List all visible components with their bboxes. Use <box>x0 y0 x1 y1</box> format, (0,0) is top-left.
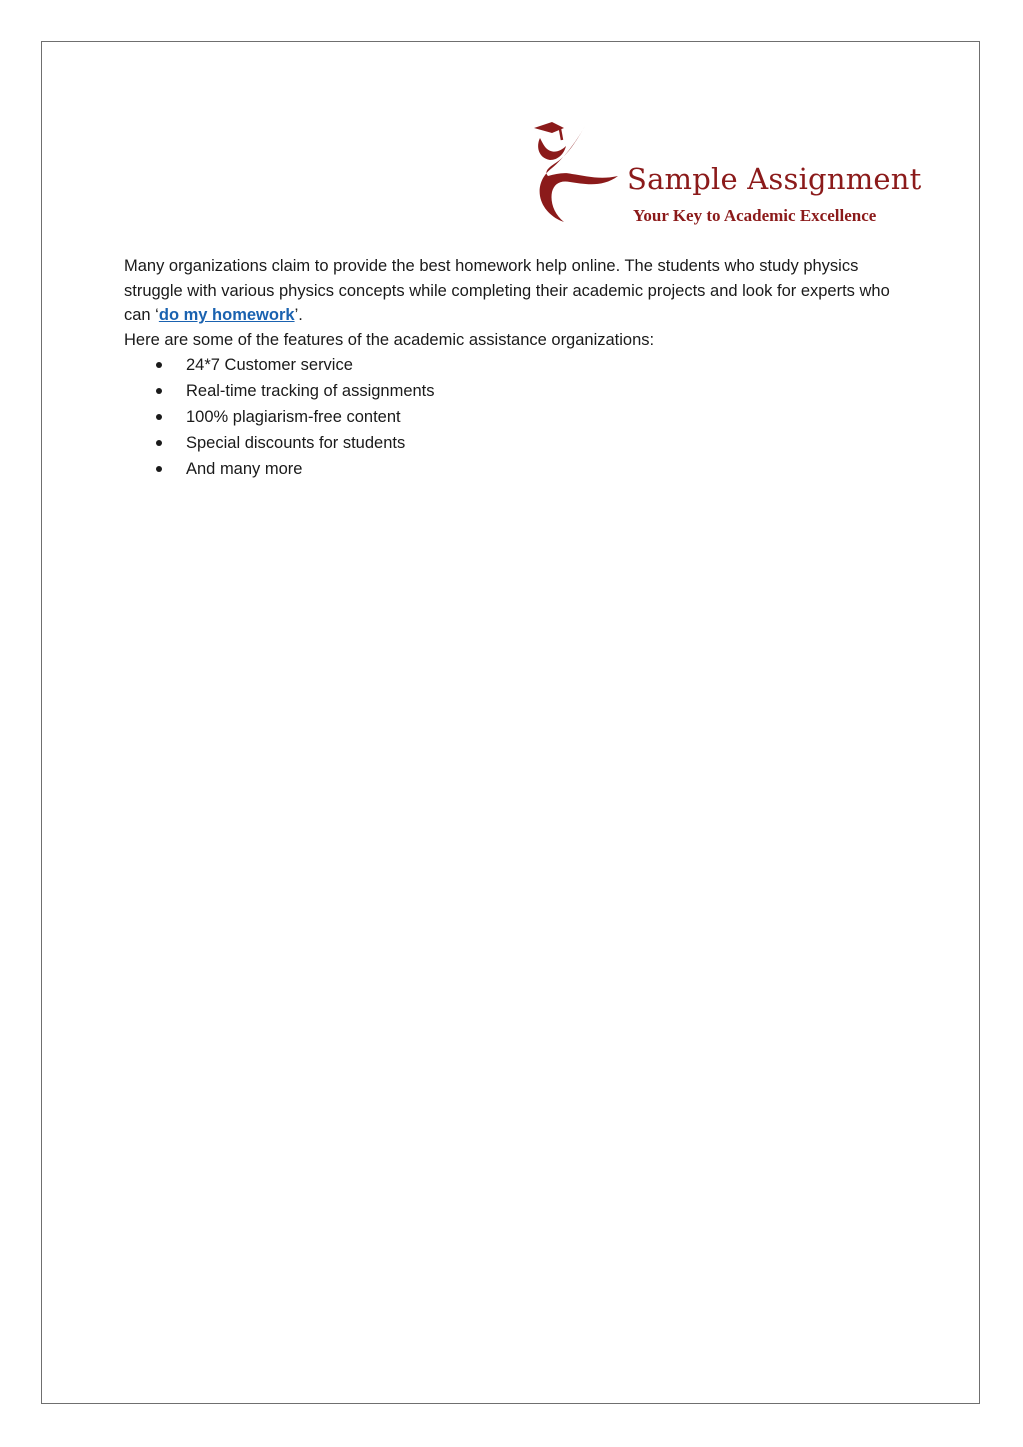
document-body <box>124 254 904 482</box>
logo-tagline: Your Key to Academic Excellence <box>633 206 877 225</box>
list-item <box>124 352 904 378</box>
do-my-homework-link[interactable]: do my homework <box>158 306 295 324</box>
feature-text: Special discounts for students <box>186 434 406 452</box>
feature-text: 100% plagiarism-free content <box>186 408 401 426</box>
bullet-icon <box>156 388 162 394</box>
bullet-icon <box>156 466 162 472</box>
page-border <box>41 41 980 1404</box>
logo-brand-name: Sample Assignment <box>627 162 922 196</box>
features-list <box>124 352 904 482</box>
list-item <box>124 430 904 456</box>
list-item <box>124 456 904 482</box>
bullet-icon <box>156 440 162 446</box>
intro-text: Many organizations claim to provide the best homework help online. The students who study physics struggle with various physics concepts while completing their academic projects and look for experts who can ‘ <box>124 257 890 324</box>
bullet-icon <box>156 362 162 368</box>
feature-text: Real-time tracking of assignments <box>186 382 435 400</box>
intro-paragraph <box>124 254 904 328</box>
sample-assignment-logo <box>530 118 922 230</box>
intro-text-end: ’. <box>294 306 303 324</box>
list-item <box>124 378 904 404</box>
feature-text: 24*7 Customer service <box>186 356 353 374</box>
list-item <box>124 404 904 430</box>
features-intro: Here are some of the features of the academic assistance organizations: <box>124 330 655 349</box>
bullet-icon <box>156 414 162 420</box>
feature-text: And many more <box>186 460 303 478</box>
graduate-figure-icon <box>530 118 630 230</box>
